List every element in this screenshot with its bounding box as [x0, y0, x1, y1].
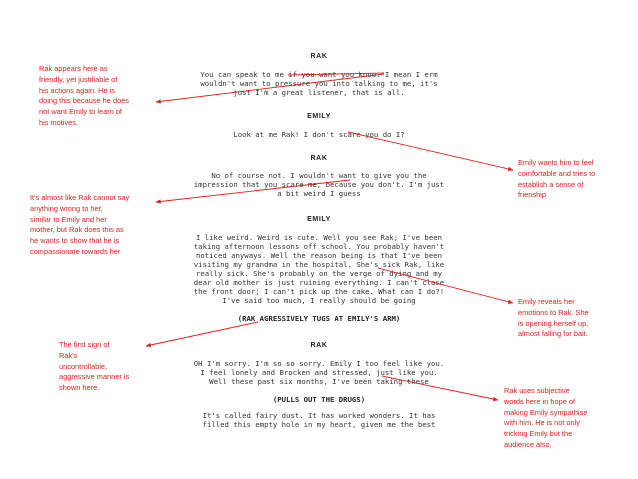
character-cue-rak: RAK [310, 155, 328, 162]
stage-direction: (PULLS OUT THE DRUGS) [272, 395, 366, 404]
arrow-note4 [378, 268, 513, 303]
dialogue-line: filled this empty hole in my heart, given me the best [202, 420, 436, 429]
dialogue-line: I like weird. Weird is cute. Well you see Rak; I've been [195, 233, 442, 242]
character-cue-emily: EMILY [307, 113, 331, 120]
dialogue-line: the front door; I can't pick up the cake. What can I do?! [193, 287, 445, 296]
arrow-note1 [156, 74, 384, 102]
dialogue-line: OH I'm sorry. I'm so so sorry. Emily I too feel like you. [193, 359, 445, 368]
dialogue-line: Look at me Rak! I don't scare you do I? [233, 130, 405, 139]
dialogue-line: impression that you scare me, because you don't. I'm just [193, 180, 445, 189]
annotation-note-1: Rak appears here as friendly, yet justifiable of his actions again. He is doing this because he does not want Emily to learn of his motives. [39, 64, 129, 127]
dialogue-line: No of course not. I wouldn't want to give you the [211, 171, 427, 180]
dialogue-line: I feel lonely and Brocken and stressed, just like you. [200, 368, 438, 377]
arrow-note6 [382, 376, 498, 400]
underline-mark [288, 73, 384, 75]
annotation-note-5: The first sign of Rak's uncontrollable, aggressive manner is shown here. [59, 340, 130, 393]
character-cue-rak: RAK [310, 53, 328, 60]
annotation-note-4: Emily reveals her emotions to Rak. She is opening herself up, almost falling for bait. [518, 297, 589, 339]
dialogue-line: noticed anyways. Well the reason being is that I've been [195, 251, 442, 260]
dialogue-line: I've said too much, I really should be going [222, 296, 416, 305]
dialogue-line: You can speak to me if you want you know. I mean I erm [200, 70, 438, 79]
dialogue-line: really sick. She's probably on the verge of dying and my [195, 269, 442, 278]
arrow-note2 [348, 132, 513, 170]
dialogue-line: visiting my grandma in the hospital. She's sick Rak, like [193, 260, 445, 269]
dialogue-line: Well these past six months, I've been taking these [209, 377, 429, 386]
arrow-note3 [156, 180, 350, 202]
dialogue-line: dear old mother is just ruining everything. I can't close [193, 278, 445, 287]
character-cue-rak: RAK [310, 342, 328, 349]
annotation-note-3: It's almost like Rak cannot say anything wrong to her, similar to Emily and her mother, but Rak does this as he wants to show that he is compassionate towards her [30, 193, 130, 256]
dialogue-line: taking afternoon lessons off school. You probably haven't [193, 242, 445, 251]
annotation-note-2: Emily wants him to feel comfortable and tries to establish a sense of frienship [518, 158, 596, 200]
character-cue-emily: EMILY [307, 216, 331, 223]
arrow-note5 [146, 322, 258, 346]
dialogue-line: It's called fairy dust. It has worked wonders. It has [202, 411, 436, 420]
stage-direction: (RAK AGRESSIVELY TUGS AT EMILY'S ARM) [237, 314, 401, 323]
dialogue-line: wouldn't want to pressure you into talking to me, it's [200, 79, 438, 88]
annotation-note-6: Rak uses subjective words here in hope of making Emily sympathise with him. He is not only tricking Emily but the audience also. [504, 386, 588, 449]
dialogue-line: a bit weird I guess [277, 189, 361, 198]
dialogue-line: just I'm a great listener, that is all. [233, 88, 405, 97]
